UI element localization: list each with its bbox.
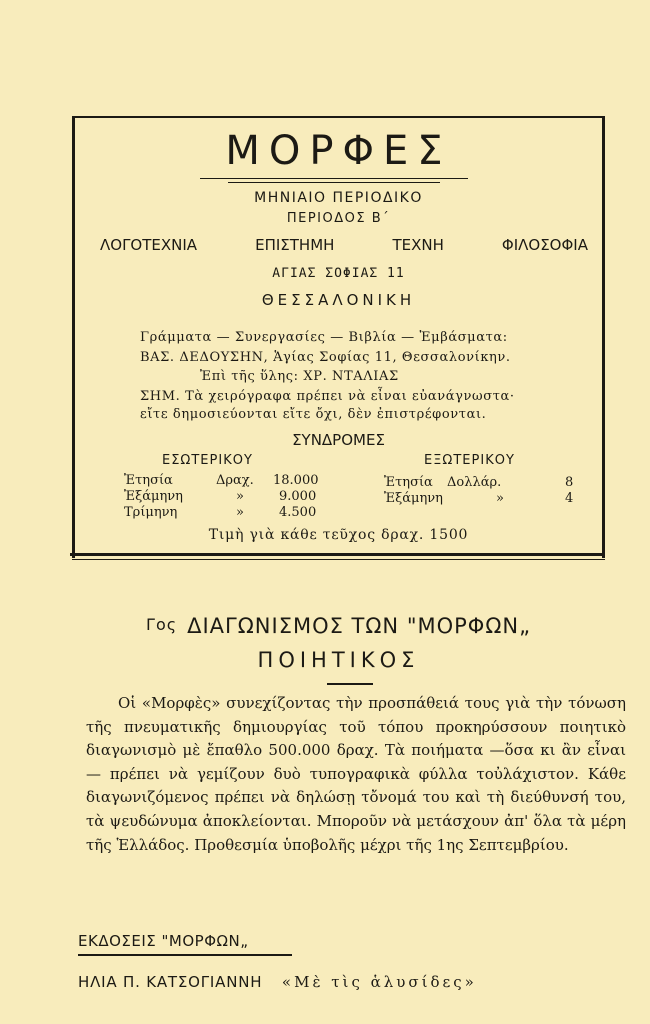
info-line-1: Γράμματα — Συνεργασίες — Βιβλία — Ἐμβάσματα: bbox=[140, 330, 508, 345]
topic-list bbox=[100, 236, 588, 254]
domestic-row-currency: Δραχ. bbox=[216, 473, 254, 488]
topic-philosophy: ΦΙΛΟΣΟΦΙΑ bbox=[501, 236, 588, 254]
domestic-row-label: Ἐξάμηνη bbox=[124, 489, 183, 504]
info-line-5: εἴτε δημοσιεύονται εἴτε ὄχι, δὲν ἐπιστρέφονται. bbox=[140, 407, 487, 422]
contest-title bbox=[72, 614, 605, 638]
contest-ordinal: Γος bbox=[146, 615, 178, 634]
publisher-rule bbox=[78, 954, 292, 956]
foreign-row-amount: 8 bbox=[565, 475, 574, 490]
domestic-row-label: Ἐτησία bbox=[124, 473, 173, 488]
domestic-heading: ΕΣΩΤΕΡΙΚΟΥ bbox=[162, 453, 253, 468]
foreign-row-label: Ἐξάμηνη bbox=[384, 491, 443, 506]
title-rule-1 bbox=[200, 178, 468, 179]
topic-science: ΕΠΙΣΤΗΜΗ bbox=[255, 236, 335, 254]
contest-subtitle: ΠΟΙΗΤΙΚΟΣ bbox=[257, 648, 420, 672]
journal-subtitle: ΜΗΝΙΑΙΟ ΠΕΡΙΟΔΙΚΟ bbox=[254, 190, 423, 206]
street-address: ΑΓΙΑΣ ΣΟΦΙΑΣ 11 bbox=[272, 266, 405, 281]
domestic-row-label: Τρίμηνη bbox=[124, 505, 178, 520]
info-line-3: Ἐπὶ τῆς ὕλης: ΧΡ. ΝΤΑΛΙΑΣ bbox=[200, 369, 399, 384]
contest-rule bbox=[327, 683, 373, 685]
book-title: «Μὲ τὶς ἁλυσίδες» bbox=[281, 973, 477, 991]
journal-title: ΜΟΡΦΕΣ bbox=[225, 128, 452, 174]
contest-heading: ΔΙΑΓΩΝΙΣΜΟΣ ΤΩΝ "ΜΟΡΦΩΝ„ bbox=[187, 614, 531, 638]
domestic-row-currency: » bbox=[236, 489, 244, 504]
frame-bottom-rule bbox=[70, 553, 605, 556]
info-line-4: ΣΗΜ. Τὰ χειρόγραφα πρέπει νὰ εἶναι εὐανάγνωστα· bbox=[140, 389, 515, 404]
book-author: ΗΛΙΑ Π. ΚΑΤΣΟΓΙΑΝΝΗ bbox=[78, 973, 263, 991]
topic-literature: ΛΟΓΟΤΕΧΝΙΑ bbox=[100, 236, 198, 254]
foreign-row-currency: Δολλάρ. bbox=[447, 475, 502, 490]
topic-art: ΤΕΧΝΗ bbox=[392, 236, 444, 254]
domestic-row-amount: 4.500 bbox=[279, 505, 317, 520]
publisher-name: ΕΚΔΟΣΕΙΣ "ΜΟΡΦΩΝ„ bbox=[78, 932, 249, 950]
subscriptions-title: ΣΥΝΔΡΟΜΕΣ bbox=[292, 431, 385, 449]
foreign-row-label: Ἐτησία bbox=[384, 475, 433, 490]
book-advert bbox=[78, 973, 477, 991]
foreign-row-amount: 4 bbox=[565, 491, 574, 506]
frame-bottom-thin-rule bbox=[72, 559, 605, 560]
contest-paragraph: Οἱ «Μορφὲς» συνεχίζοντας τὴν προσπάθειά τους γιὰ τὴν τόνωση τῆς πνευματικῆς δημιουργίας τοῦ τόπου προκηρύσσουν ποιητικὸ διαγωνισμὸ μὲ ἔπαθλο 500.000 δραχ. Τὰ ποιήματα —ὅσα κι ἂν εἶναι— πρέπει νὰ γεμίζουν δυὸ τυπογραφικὰ φύλλα τοὐλάχιστον. Κάθε διαγωνιζόμενος πρέπει νὰ δηλώσῃ τὄνομά του καὶ τὴ διεύθυνσή του, τὰ ψευδώνυμα ἀποκλείονται. Μποροῦν νὰ μετάσχουν ἀπ' ὅλα τὰ μέρη τῆς Ἑλλάδος. Προθεσμία ὑποβολῆς μέχρι τῆς 1ης Σεπτεμβρίου. bbox=[86, 694, 626, 854]
domestic-row-amount: 9.000 bbox=[279, 489, 317, 504]
info-line-2: ΒΑΣ. ΔΕΔΟΥΣΗΝ, Ἁγίας Σοφίας 11, Θεσσαλονίκην. bbox=[140, 350, 511, 365]
title-rule-2 bbox=[228, 182, 440, 183]
domestic-row-currency: » bbox=[236, 505, 244, 520]
issue-price: Τιμὴ γιὰ κάθε τεῦχος δραχ. 1500 bbox=[208, 527, 469, 543]
foreign-row-currency: » bbox=[496, 491, 504, 506]
domestic-row-amount: 18.000 bbox=[273, 473, 319, 488]
journal-period: ΠΕΡΙΟΔΟΣ Β΄ bbox=[286, 211, 391, 226]
city-name: ΘΕΣΣΑΛΟΝΙΚΗ bbox=[261, 291, 416, 309]
foreign-heading: ΕΞΩΤΕΡΙΚΟΥ bbox=[424, 453, 515, 468]
